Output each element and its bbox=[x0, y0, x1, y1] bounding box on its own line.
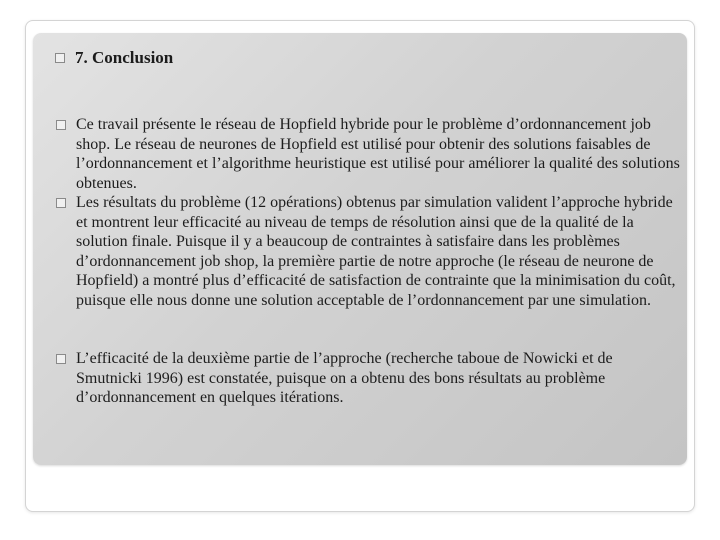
bullet-box-icon bbox=[56, 354, 66, 364]
bullet-box-icon bbox=[56, 120, 66, 130]
paragraph-1-text: Ce travail présente le réseau de Hopfield hybride pour le problème d’ordonnancement job shop. Le réseau de neurones de Hopfield est utilisé pour obtenir des solutions faisables de l’ordonnancement et l’algorithme heuristique est utilisé pour améliorer la qualité des solutions obtenues. bbox=[76, 116, 680, 192]
slide-title-row bbox=[55, 48, 173, 68]
bullet-box-icon bbox=[55, 53, 65, 63]
paragraph-3 bbox=[76, 349, 682, 408]
paragraph-2-text: Les résultats du problème (12 opérations) obtenus par simulation valident l’approche hybride et montrent leur efficacité au niveau de temps de résolution ainsi que de la qualité de la solution finale. Puisque il y a beaucoup de contraintes à satisfaire dans les problèmes d’ordonnancement job shop, la première partie de notre approche (le réseau de neurone de Hopfield) a montré plus d’efficacité de satisfaction de contrainte que la minimisation du coût, puisque elle nous donne une solution acceptable de l’ordonnancement par une simulation. bbox=[76, 194, 676, 309]
paragraph-2 bbox=[76, 193, 682, 310]
slide-title: 7. Conclusion bbox=[75, 48, 174, 67]
paragraph-3-text: L’efficacité de la deuxième partie de l’approche (recherche taboue de Nowicki et de Smutnicki 1996) est constatée, puisque on a obtenu des bons résultats au problème d’ordonnancement en quelques itérations. bbox=[76, 350, 613, 406]
bullet-box-icon bbox=[56, 198, 66, 208]
paragraph-1 bbox=[76, 115, 682, 193]
